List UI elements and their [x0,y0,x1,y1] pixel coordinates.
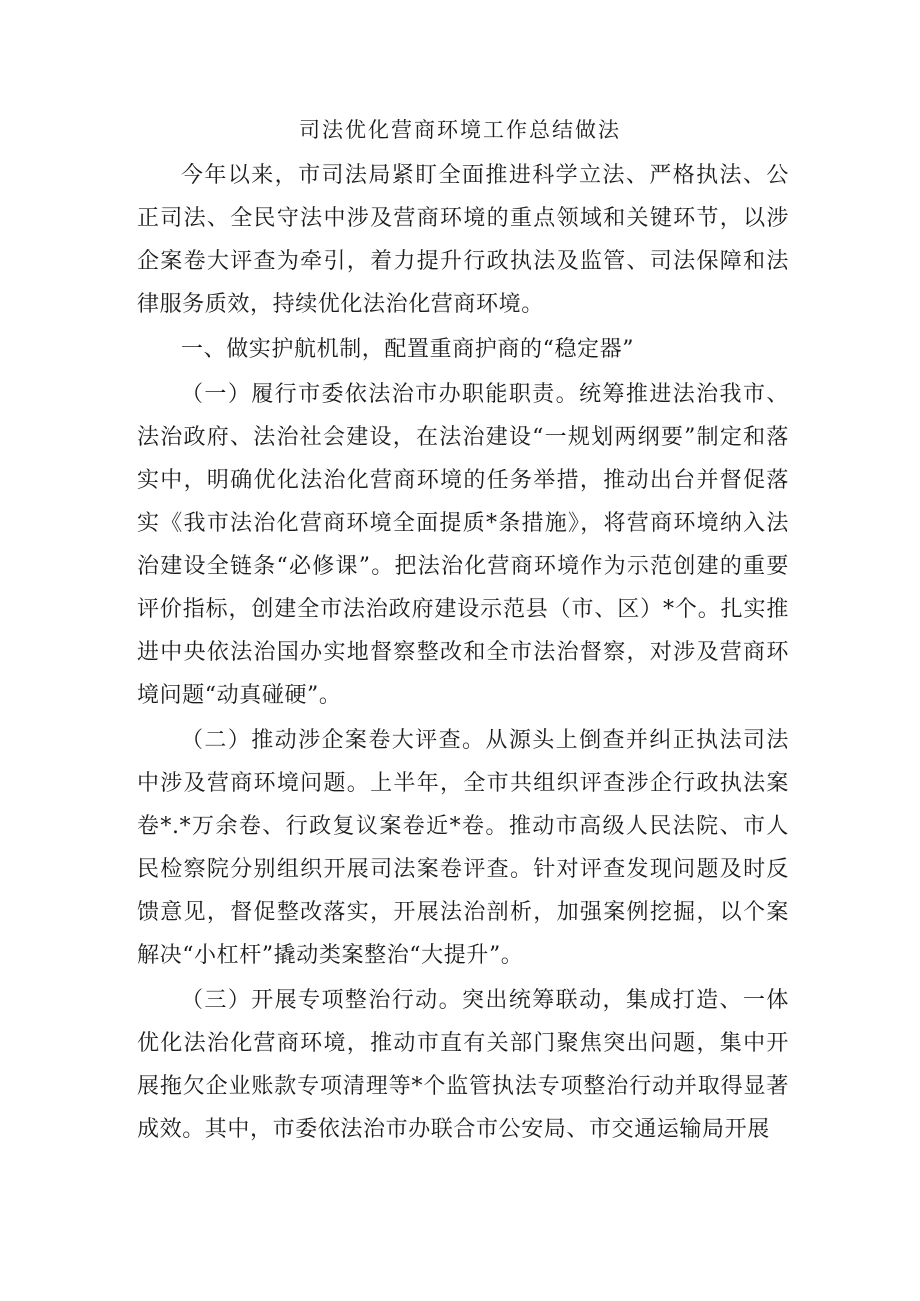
subsection-paragraph-2: （二）推动涉企案卷大评查。从源头上倒查并纠正执法司法中涉及营商环境问题。上半年，全市共组织评查涉企行政执法案卷*.*万余卷、行政复议案卷近*卷。推动市高级人民法院、市人民检察院分别组织开展司法案卷评查。针对评查发现问题及时反馈意见，督促整改落实，开展法治剖析，加强案例挖掘，以个案解决“小杠杆”撬动类案整治“大提升”。 [137,728,789,968]
subsection-paragraph-1: （一）履行市委依法治市办职能职责。统筹推进法治我市、法治政府、法治社会建设，在法治建设“一规划两纲要”制定和落实中，明确优化法治化营商环境的任务举措，推动出台并督促落实《我市法治化营商环境全面提质*条措施》，将营商环境纳入法治建设全链条“必修课”。把法治化营商环境作为示范创建的重要评价指标，创建全市法治政府建设示范县（市、区）*个。扎实推进中央依法治国办实地督察整改和全市法治督察，对涉及营商环境问题“动真碰硬”。 [137,382,789,708]
document-title: 司法优化营商环境工作总结做法 [299,118,621,142]
intro-paragraph: 今年以来，市司法局紧盯全面推进科学立法、严格执法、公正司法、全民守法中涉及营商环境的重点领域和关键环节，以涉企案卷大评查为牵引，着力提升行政执法及监管、司法保障和法律服务质效，持续优化法治化营商环境。 [137,163,789,317]
document-body [137,154,789,1151]
subsection-paragraph-3: （三）开展专项整治行动。突出统筹联动，集成打造、一体优化法治化营商环境，推动市直有关部门聚焦突出问题，集中开展拖欠企业账款专项清理等*个监管执法专项整治行动并取得显著成效。其中，市委依法治市办联合市公安局、市交通运输局开展 [137,988,789,1142]
section-heading: 一、做实护航机制，配置重商护商的“稳定器” [181,337,635,362]
